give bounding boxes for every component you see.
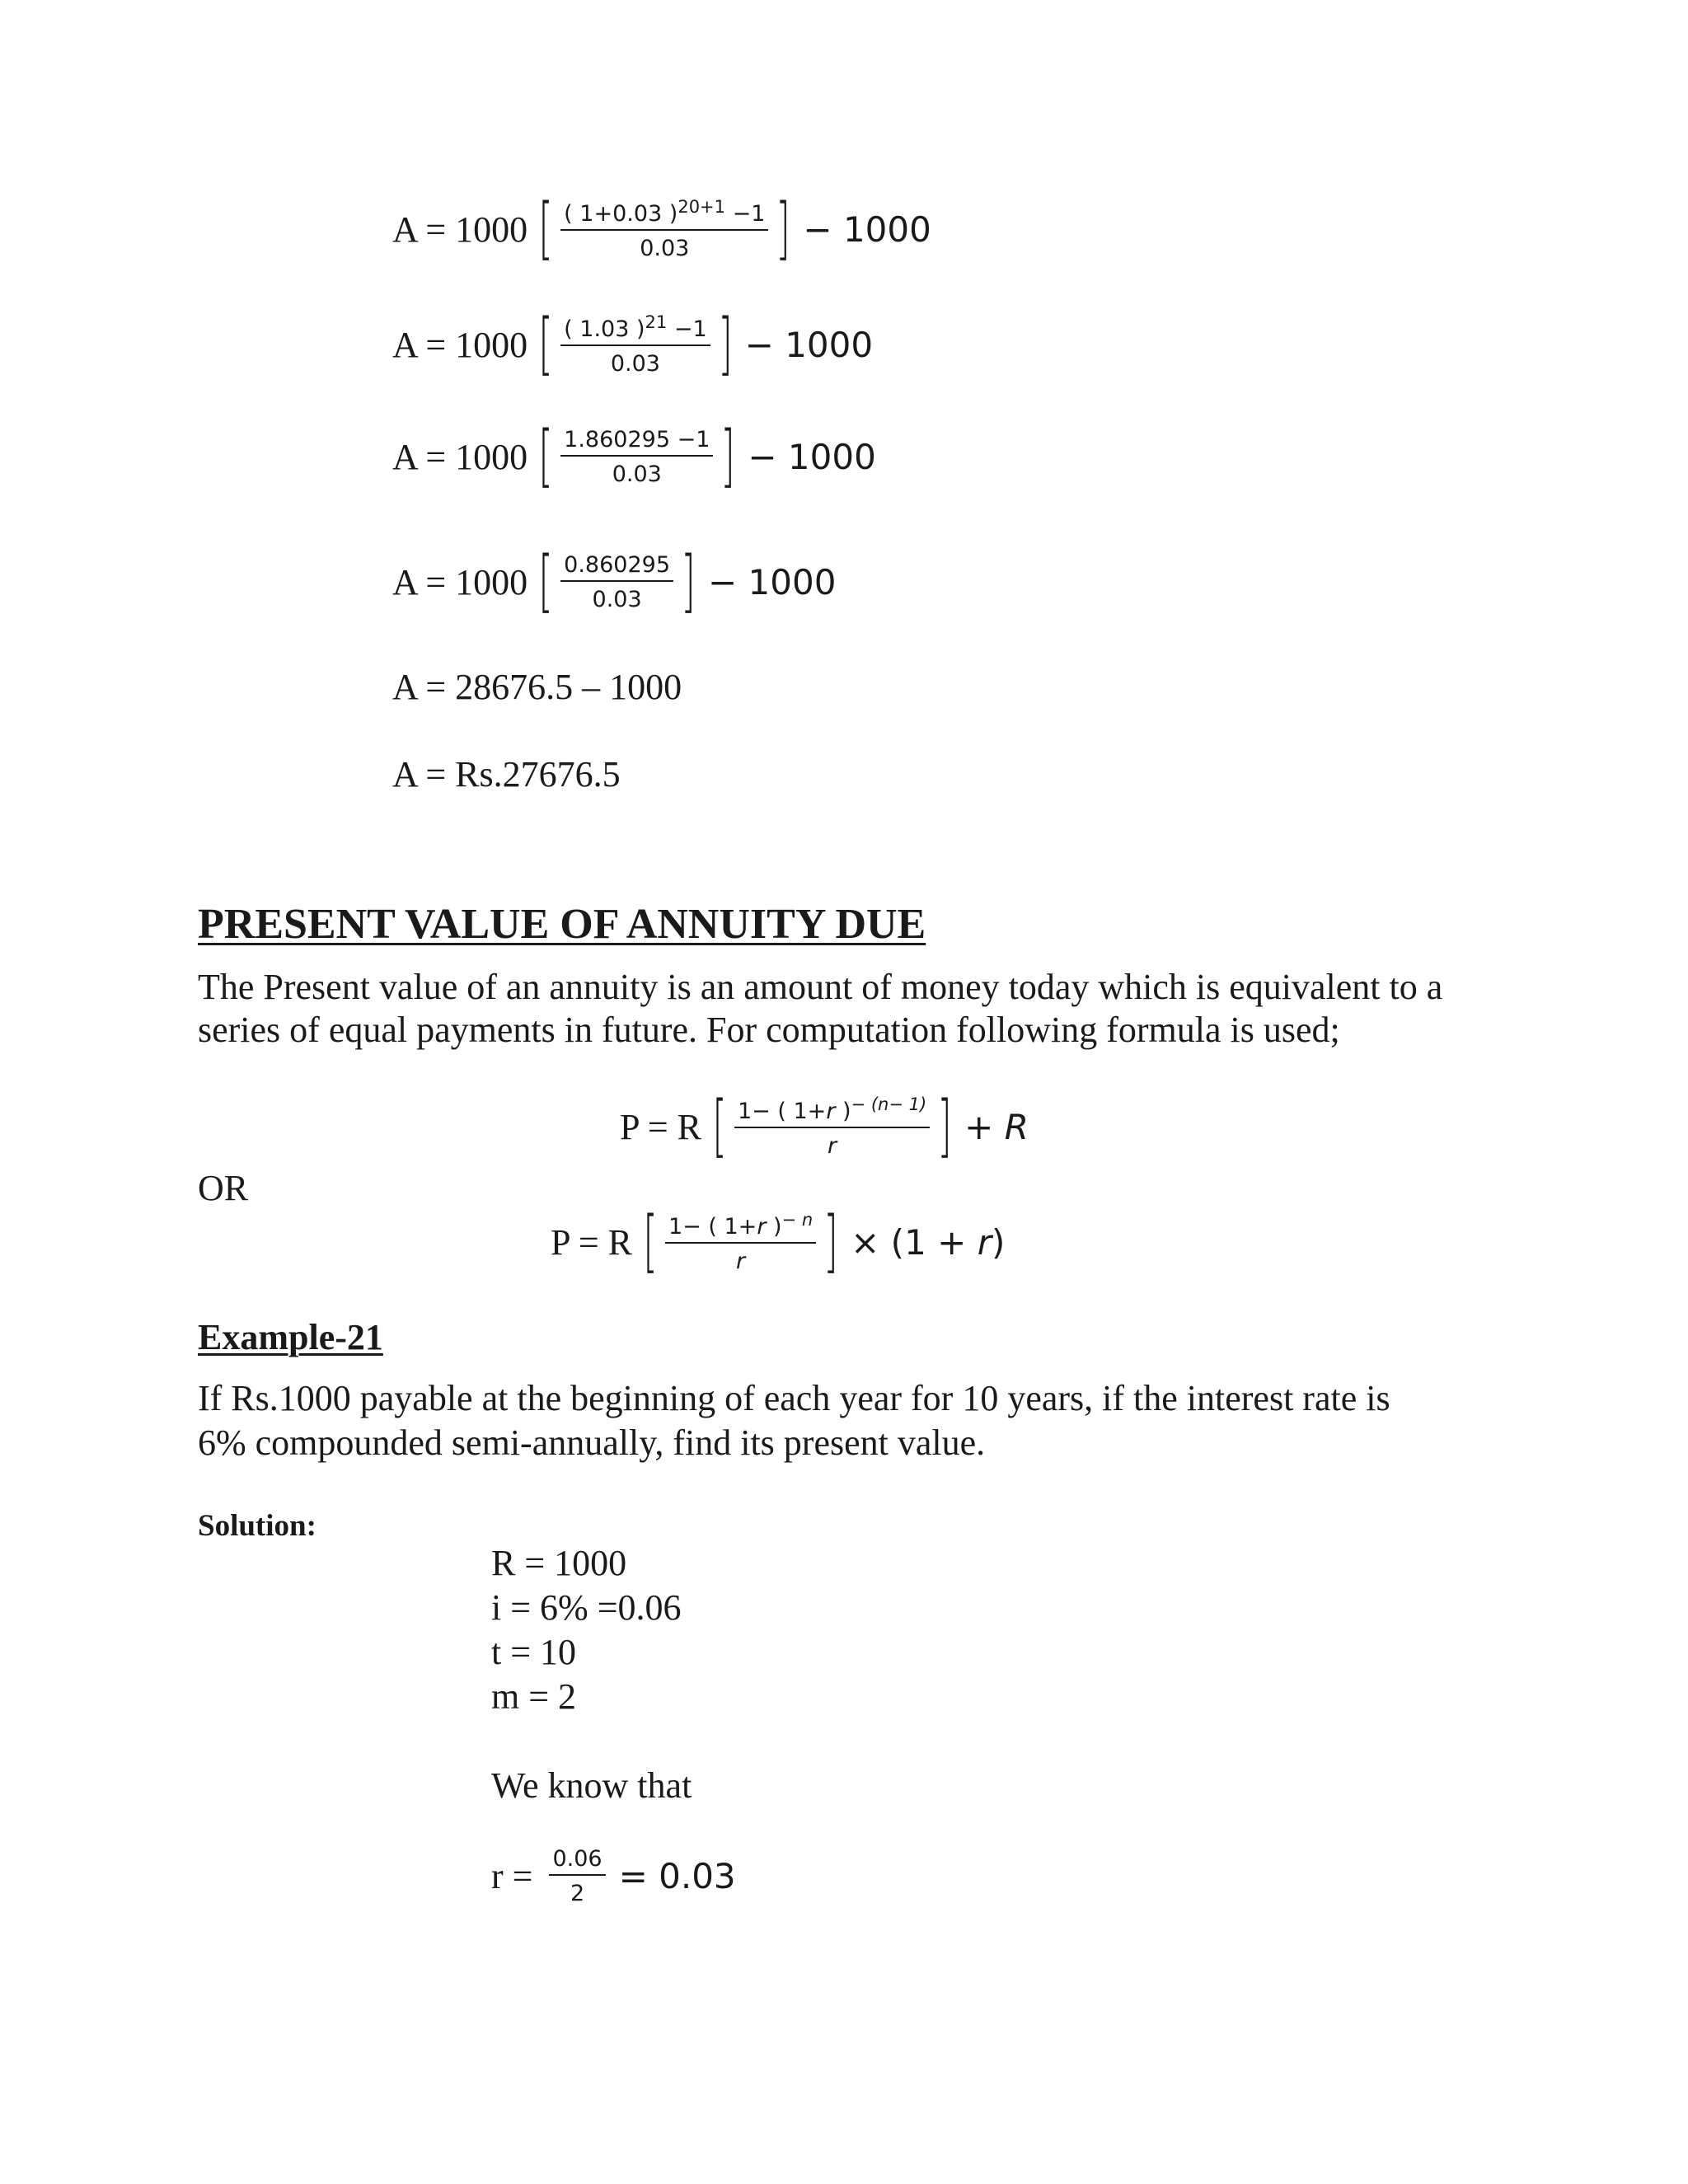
left-bracket: [ [712, 1087, 727, 1165]
section-heading: PRESENT VALUE OF ANNUITY DUE [198, 901, 926, 948]
closing-paren: ) [991, 1221, 1006, 1263]
we-know-text: We know that [491, 1765, 692, 1806]
section-paragraph-line-2: series of equal payments in future. For computation following formula is used; [198, 1010, 1340, 1050]
fraction [560, 552, 673, 612]
fraction [549, 1846, 605, 1906]
numerator-part: 1− ( 1+ [668, 1214, 757, 1240]
formula-present-value-2 [551, 1202, 1006, 1281]
given-t: t = 10 [491, 1632, 577, 1672]
left-bracket: [ [538, 417, 553, 495]
left-bracket: [ [538, 190, 553, 268]
numerator-exponent: − (n− 1) [851, 1094, 927, 1114]
formula-present-value-1 [620, 1087, 1029, 1165]
numerator [560, 197, 768, 231]
numerator-base: 0.860295 [564, 551, 671, 578]
numerator [665, 1210, 816, 1244]
fraction [560, 312, 710, 377]
denominator: 0.03 [610, 351, 660, 377]
numerator-exponent: − n [781, 1210, 814, 1230]
right-bracket: ] [823, 1202, 838, 1281]
equation-step-2 [392, 305, 874, 383]
numerator-tail: −1 [667, 316, 707, 342]
numerator-base: ( 1+0.03 ) [564, 201, 678, 227]
equation-tail: − 1000 [744, 324, 874, 365]
given-m: m = 2 [491, 1676, 577, 1717]
numerator [734, 1094, 930, 1128]
result-line-2: A = Rs.27676.5 [392, 754, 621, 794]
right-bracket: ] [717, 305, 733, 383]
rate-variable: r [977, 1221, 992, 1263]
numerator: 0.06 [549, 1846, 605, 1876]
numerator-base: ( 1.03 ) [564, 316, 645, 342]
fraction [560, 427, 713, 487]
equation-step-1 [392, 190, 931, 268]
multiply-part: × (1 + [851, 1221, 978, 1263]
denominator: r [736, 1249, 746, 1274]
result-line-1: A = 28676.5 – 1000 [392, 667, 682, 707]
left-bracket: [ [643, 1202, 658, 1281]
payment-variable: R [1004, 1106, 1029, 1147]
fraction [665, 1210, 816, 1274]
rate-variable: r [757, 1214, 767, 1240]
numerator-part: ) [835, 1099, 851, 1124]
right-bracket: ] [776, 190, 791, 268]
rate-variable: r [826, 1099, 836, 1124]
equation-tail: − 1000 [708, 561, 837, 602]
numerator [560, 552, 673, 582]
rate-result: = 0.03 [618, 1856, 736, 1896]
equation-lhs: A = 1000 [392, 324, 528, 365]
equation-tail: − 1000 [803, 209, 931, 250]
equation-lhs: A = 1000 [392, 436, 528, 477]
left-bracket: [ [538, 305, 553, 383]
formula-tail [964, 1107, 1029, 1147]
denominator: 0.03 [592, 586, 642, 612]
denominator: 0.03 [640, 236, 690, 261]
numerator-part: 1− ( 1+ [738, 1099, 827, 1124]
right-bracket: ] [681, 542, 696, 621]
example-text-line-2: 6% compounded semi-annually, find its present value. [198, 1422, 986, 1463]
rate-equation [491, 1846, 736, 1906]
or-label: OR [198, 1168, 249, 1208]
equation-step-3 [392, 417, 876, 495]
given-i: i = 6% =0.06 [491, 1587, 682, 1628]
numerator [560, 312, 710, 346]
formula-lhs: P = R [620, 1106, 701, 1147]
formula-lhs: P = R [551, 1221, 632, 1263]
formula-tail [851, 1222, 1005, 1263]
numerator-exponent: 20+1 [678, 197, 726, 217]
denominator: r [828, 1133, 837, 1159]
numerator-part: ) [766, 1214, 782, 1240]
example-text-line-1: If Rs.1000 payable at the beginning of each year for 10 years, if the interest rate is [198, 1378, 1390, 1418]
numerator-exponent: 21 [645, 312, 668, 332]
denominator: 0.03 [612, 461, 662, 487]
fraction [734, 1094, 930, 1159]
numerator [560, 427, 713, 457]
numerator-base: 1.860295 −1 [564, 426, 710, 452]
solution-label: Solution: [198, 1509, 316, 1543]
equation-step-4 [392, 542, 837, 621]
rate-lhs: r = [491, 1856, 533, 1896]
section-paragraph-line-1: The Present value of an annuity is an amount of money today which is equivalent to a [198, 967, 1443, 1007]
equation-lhs: A = 1000 [392, 209, 528, 250]
example-title: Example-21 [198, 1317, 383, 1357]
equation-lhs: A = 1000 [392, 561, 528, 602]
numerator-tail: −1 [725, 201, 766, 227]
right-bracket: ] [720, 417, 736, 495]
right-bracket: ] [937, 1087, 952, 1165]
given-r: R = 1000 [491, 1543, 627, 1583]
fraction [560, 197, 768, 261]
left-bracket: [ [538, 542, 553, 621]
denominator: 2 [570, 1881, 585, 1906]
equation-tail: − 1000 [748, 436, 876, 477]
plus-operator: + [964, 1106, 1005, 1147]
